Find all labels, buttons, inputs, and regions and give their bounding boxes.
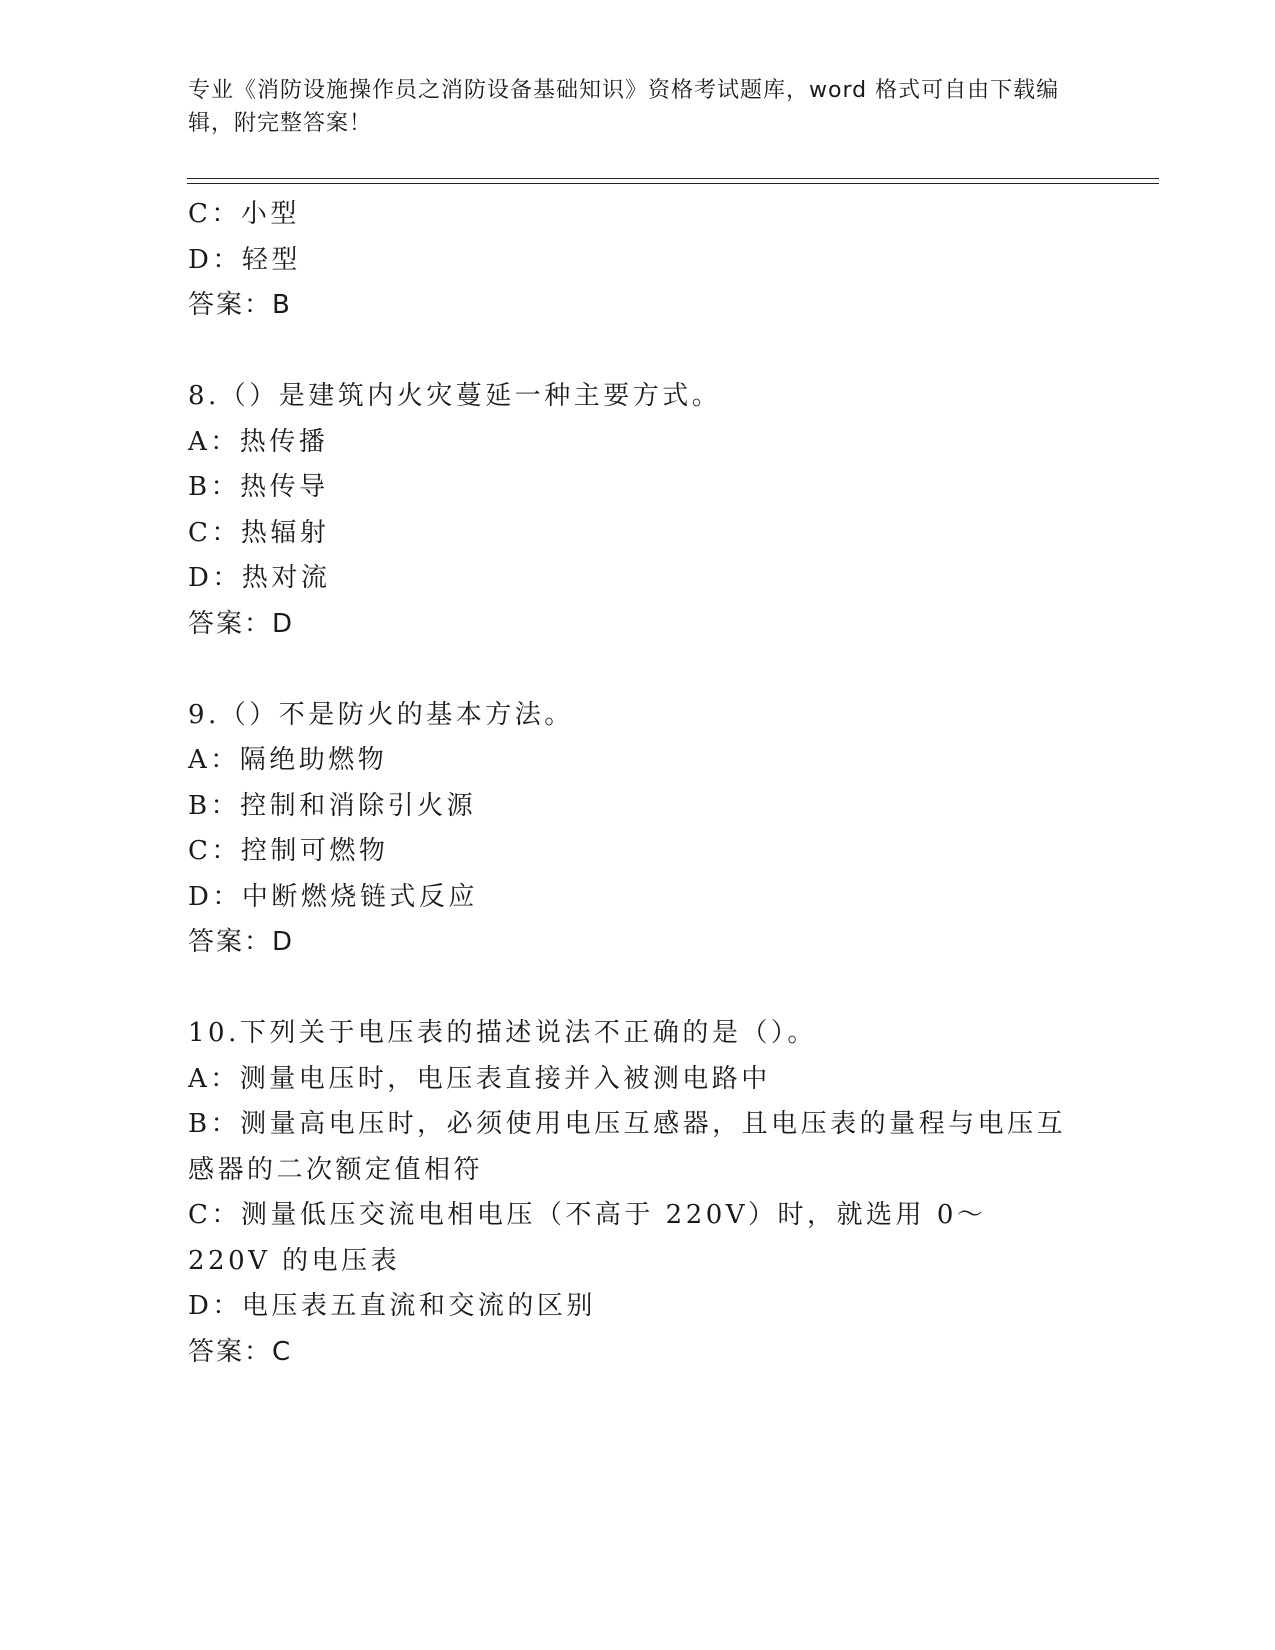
option-c: C：控制可燃物 (188, 836, 389, 866)
option-b: B：控制和消除引火源 (188, 790, 477, 821)
document-header: 专业《消防设施操作员之消防设备基础知识》资格考试题库，word 格式可自由下载编辑，附完整答案！ (188, 78, 1060, 136)
option-d: D：热对流 (188, 563, 331, 593)
option-c: C：测量低压交流电相电压（不高于 220V）时，就选用 0～220V 的电压表 (188, 1200, 987, 1276)
header-divider-top (187, 178, 1159, 179)
option-b: B：热传导 (188, 472, 329, 502)
header-divider-bottom (187, 183, 1159, 184)
option-c: C：热辐射 (188, 517, 330, 548)
question-stem: 8.（）是建筑内火灾蔓延一种主要方式。 (188, 381, 722, 411)
question-8 (188, 374, 1088, 647)
question-spacer (188, 329, 1088, 375)
question-stem: 10.下列关于电压表的描述说法不正确的是（）。 (188, 1018, 817, 1048)
question-spacer (188, 647, 1088, 693)
option-d: D：轻型 (188, 244, 301, 275)
option-d: D：中断燃烧链式反应 (188, 881, 478, 912)
option-a: A：测量电压时，电压表直接并入被测电路中 (188, 1063, 771, 1094)
option-b: B：测量高电压时，必须使用电压互感器，且电压表的量程与电压互感器的二次额定值相符 (188, 1109, 1067, 1185)
question-spacer (188, 966, 1088, 1012)
option-d: D：电压表五直流和交流的区别 (188, 1291, 596, 1321)
question-10 (188, 1011, 1088, 1375)
option-a: A：隔绝助燃物 (188, 745, 388, 775)
answer-line: 答案：D (188, 608, 295, 639)
answer-line: 答案：D (188, 927, 295, 957)
answer-line: 答案：C (188, 1336, 293, 1367)
answer-line: 答案：B (188, 290, 292, 320)
option-a: A：热传播 (188, 426, 329, 457)
question-9 (188, 693, 1088, 966)
question-list (188, 192, 1088, 1375)
question-stem: 9.（）不是防火的基本方法。 (188, 699, 574, 730)
option-c: C：小型 (188, 199, 300, 229)
